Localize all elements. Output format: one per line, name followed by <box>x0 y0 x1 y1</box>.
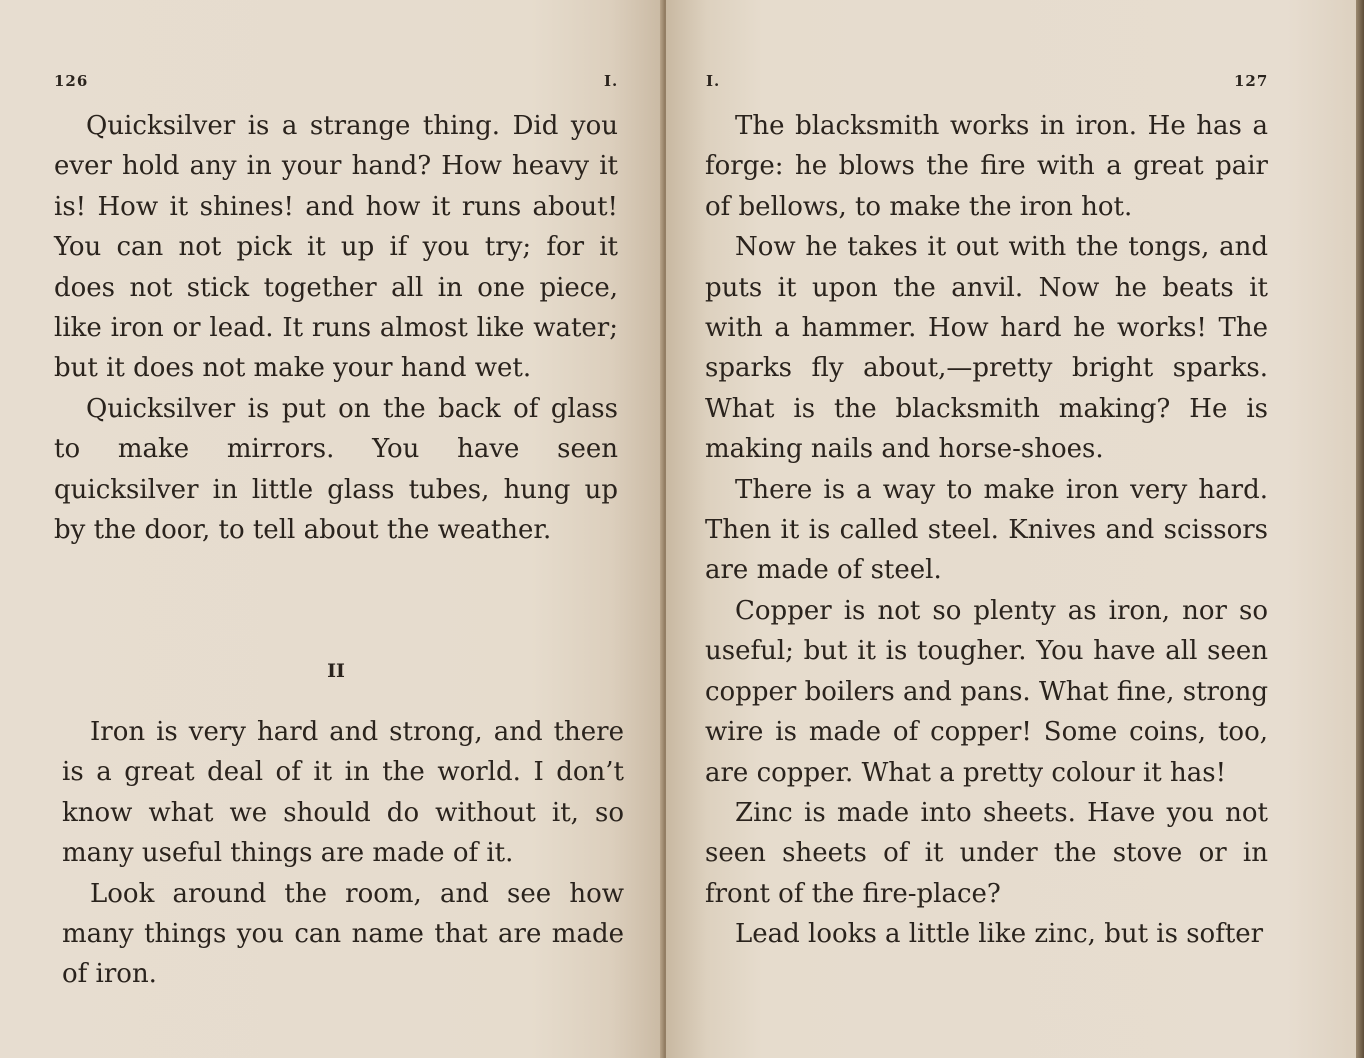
section-heading: II <box>327 660 345 682</box>
page-number: 127 <box>1234 72 1269 90</box>
paragraph: Look around the room, and see how many things you can name that are made of iron. <box>62 878 624 990</box>
paragraph: Lead looks a little like zinc, but is softer <box>735 919 1264 950</box>
paragraph: Quicksilver is put on the back of glass to make mirrors. You have seen quicksilver in little glass tubes, hung up by the door, to tell about the weather. <box>54 393 618 546</box>
paragraph: Quicksilver is a strange thing. Did you ever hold any in your hand? How heavy it is! How it shines! and how it runs about! You can not pick it up if you try; for it does not stick together all in one piece, like iron or lead. It runs almost like water; but it does not make your hand wet. <box>54 111 618 384</box>
page-edges <box>1356 0 1364 1058</box>
paragraph: Iron is very hard and strong, and there is a great deal of it in the world. I don’t know what we should do without it, so many useful things are made of it. <box>62 717 624 869</box>
left-text-block-2 <box>62 712 624 995</box>
running-head: I. <box>706 72 721 90</box>
left-text-block-1 <box>54 106 618 550</box>
running-head: I. <box>604 72 619 90</box>
paragraph: The blacksmith works in iron. He has a forge: he blows the fire with a great pair of bellows, to make the iron hot. <box>705 111 1268 222</box>
paragraph: Copper is not so plenty as iron, nor so useful; but it is tougher. You have all seen copper boilers and pans. What fine, strong wire is made of copper! Some coins, too, are copper. What a pretty colour it has! <box>705 595 1268 788</box>
paragraph: Now he takes it out with the tongs, and puts it upon the anvil. Now he beats it with a hammer. How hard he works! The sparks fly about,—pretty bright sparks. What is the blacksmith making? He is making nails and horse-shoes. <box>705 232 1268 465</box>
paragraph: There is a way to make iron very hard. Then it is called steel. Knives and scissors are made of steel. <box>705 474 1268 586</box>
left-page <box>0 0 664 1058</box>
paragraph: Zinc is made into sheets. Have you not seen sheets of it under the stove or in front of the fire-place? <box>705 797 1268 909</box>
right-page <box>666 0 1356 1058</box>
page-number: 126 <box>54 72 89 90</box>
right-text-block <box>705 106 1268 955</box>
